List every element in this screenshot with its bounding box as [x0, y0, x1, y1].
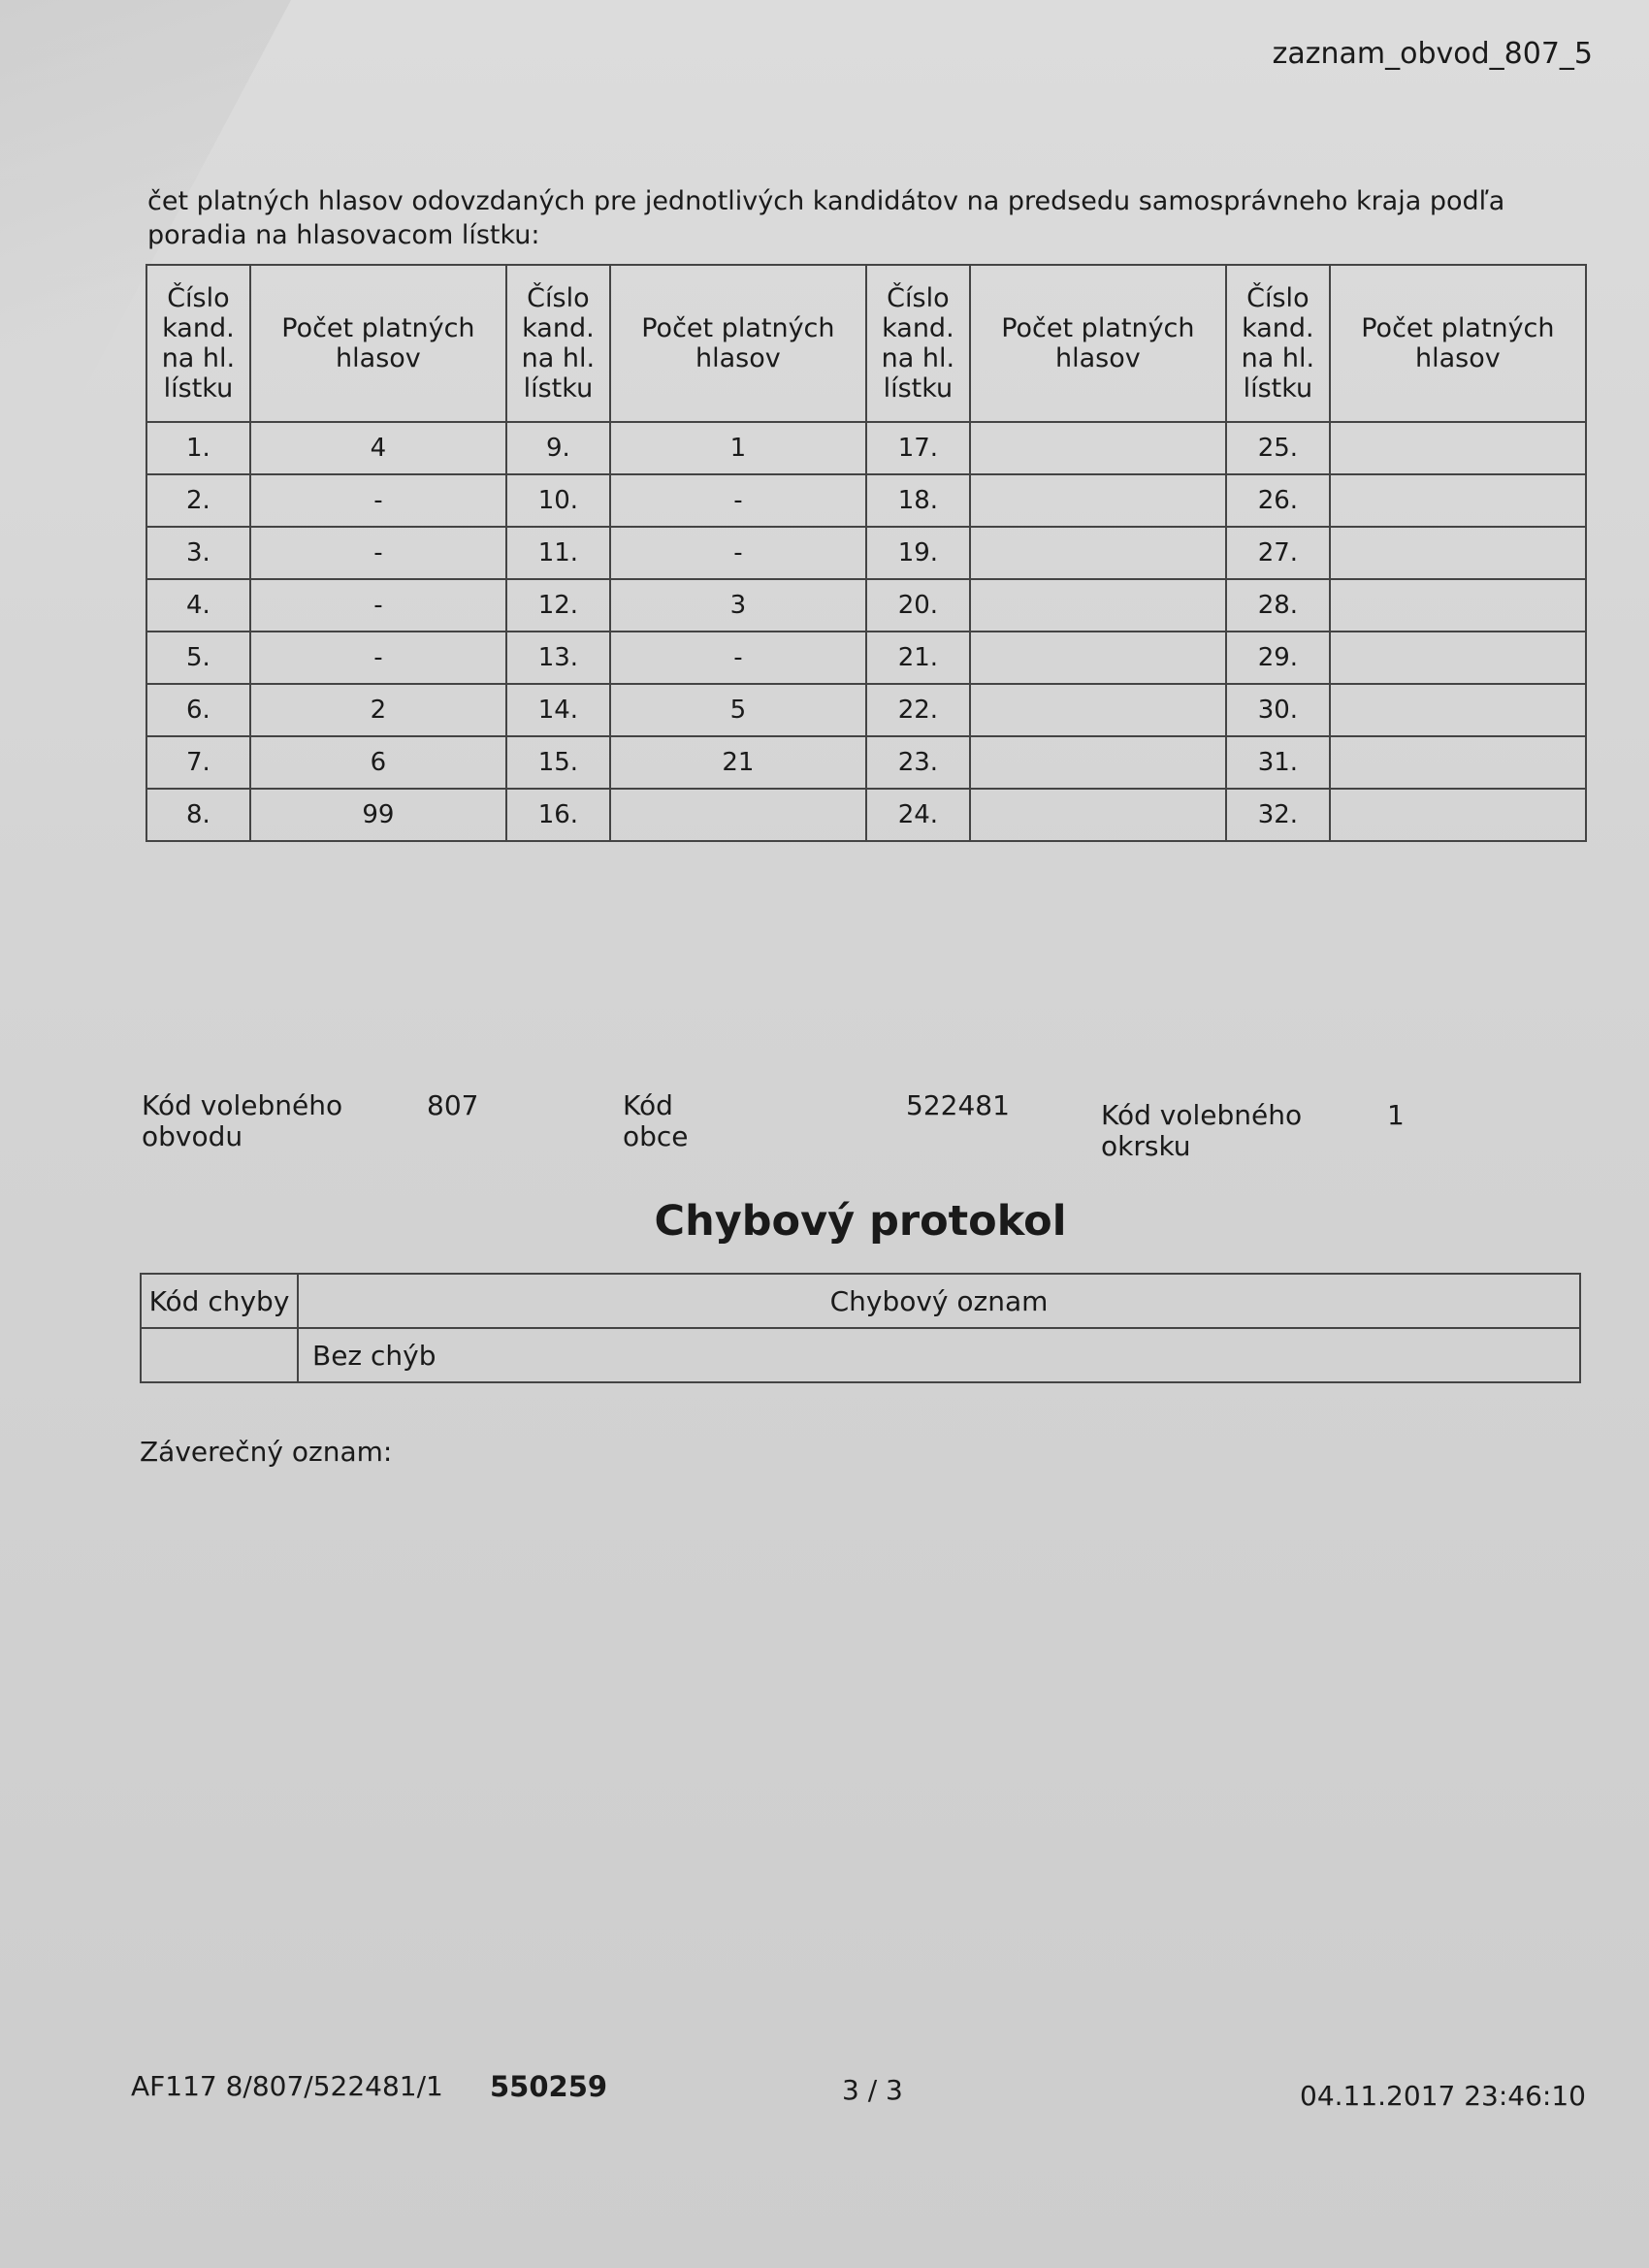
valid-votes-cell: - [610, 527, 866, 579]
page-number: 3 / 3 [842, 2074, 903, 2106]
candidate-number-cell: 5. [146, 632, 250, 684]
valid-votes-cell: 21 [610, 736, 866, 789]
header-candidate-number: Číslo kand. na hl. lístku [146, 265, 250, 422]
candidate-number-cell: 29. [1226, 632, 1330, 684]
candidate-number-cell: 6. [146, 684, 250, 736]
header-valid-votes: Počet platných hlasov [1330, 265, 1586, 422]
header-valid-votes: Počet platných hlasov [250, 265, 506, 422]
header-candidate-number: Číslo kand. na hl. lístku [866, 265, 970, 422]
table-row [146, 527, 1586, 579]
precinct-code-label: Kód volebného okrsku [1101, 1099, 1303, 1162]
valid-votes-cell: 3 [610, 579, 866, 632]
candidate-number-cell: 25. [1226, 422, 1330, 474]
valid-votes-cell [1330, 632, 1586, 684]
valid-votes-cell [970, 632, 1226, 684]
candidate-number-cell: 12. [506, 579, 610, 632]
header-error-message: Chybový oznam [298, 1274, 1580, 1328]
header-valid-votes: Počet platných hlasov [970, 265, 1226, 422]
candidate-number-cell: 31. [1226, 736, 1330, 789]
candidate-number-cell: 21. [866, 632, 970, 684]
valid-votes-cell [1330, 684, 1586, 736]
candidate-number-cell: 1. [146, 422, 250, 474]
error-protocol-table [140, 1273, 1581, 1383]
form-reference: AF117 8/807/522481/1 [131, 2070, 443, 2102]
error-protocol-title: Chybový protokol [654, 1197, 1067, 1246]
closing-statement-label: Záverečný oznam: [140, 1436, 393, 1468]
valid-votes-cell: - [610, 474, 866, 527]
candidate-number-cell: 15. [506, 736, 610, 789]
table-header-row [146, 265, 1586, 422]
table-row [146, 579, 1586, 632]
header-candidate-number: Číslo kand. na hl. lístku [506, 265, 610, 422]
form-number: 550259 [490, 2070, 608, 2103]
candidate-votes-table [146, 264, 1587, 842]
municipality-code-label: Kód obce [623, 1089, 689, 1152]
candidate-number-cell: 28. [1226, 579, 1330, 632]
valid-votes-cell: 4 [250, 422, 506, 474]
valid-votes-cell: - [250, 632, 506, 684]
valid-votes-cell [970, 789, 1226, 841]
candidate-number-cell: 32. [1226, 789, 1330, 841]
candidate-number-cell: 2. [146, 474, 250, 527]
district-code-value: 807 [427, 1089, 479, 1121]
table-row [141, 1328, 1580, 1382]
valid-votes-cell [970, 579, 1226, 632]
valid-votes-cell: 6 [250, 736, 506, 789]
candidate-number-cell: 23. [866, 736, 970, 789]
valid-votes-cell [970, 474, 1226, 527]
error-message-cell: Bez chýb [298, 1328, 1580, 1382]
table-row [146, 474, 1586, 527]
candidate-number-cell: 17. [866, 422, 970, 474]
valid-votes-cell [1330, 579, 1586, 632]
candidate-number-cell: 16. [506, 789, 610, 841]
valid-votes-cell [1330, 474, 1586, 527]
valid-votes-cell [970, 527, 1226, 579]
municipality-code-value: 522481 [906, 1089, 1010, 1121]
candidate-number-cell: 13. [506, 632, 610, 684]
candidate-number-cell: 27. [1226, 527, 1330, 579]
intro-text: čet platných hlasov odovzdaných pre jednotlivých kandidátov na predsedu samosprávneho kraja podľa poradia na hlasovacom lístku: [147, 186, 1505, 250]
table-row [146, 422, 1586, 474]
valid-votes-cell: 1 [610, 422, 866, 474]
valid-votes-cell: - [610, 632, 866, 684]
candidate-number-cell: 26. [1226, 474, 1330, 527]
valid-votes-cell: 2 [250, 684, 506, 736]
candidate-number-cell: 19. [866, 527, 970, 579]
table-row [146, 684, 1586, 736]
error-code-cell [141, 1328, 298, 1382]
candidate-number-cell: 20. [866, 579, 970, 632]
candidate-number-cell: 10. [506, 474, 610, 527]
candidate-number-cell: 30. [1226, 684, 1330, 736]
candidate-number-cell: 24. [866, 789, 970, 841]
valid-votes-cell [610, 789, 866, 841]
district-code-label: Kód volebného obvodu [142, 1089, 343, 1152]
table-row [146, 736, 1586, 789]
candidate-number-cell: 11. [506, 527, 610, 579]
candidate-number-cell: 3. [146, 527, 250, 579]
candidate-number-cell: 7. [146, 736, 250, 789]
table-header-row [141, 1274, 1580, 1328]
valid-votes-cell [1330, 789, 1586, 841]
print-datetime: 04.11.2017 23:46:10 [1300, 2080, 1586, 2112]
valid-votes-cell: - [250, 527, 506, 579]
candidate-number-cell: 4. [146, 579, 250, 632]
table-row [146, 632, 1586, 684]
valid-votes-cell: 99 [250, 789, 506, 841]
valid-votes-cell: 5 [610, 684, 866, 736]
valid-votes-cell [970, 422, 1226, 474]
valid-votes-cell [1330, 736, 1586, 789]
document-id: zaznam_obvod_807_5 [1272, 37, 1593, 71]
valid-votes-cell: - [250, 579, 506, 632]
header-valid-votes: Počet platných hlasov [610, 265, 866, 422]
candidate-number-cell: 8. [146, 789, 250, 841]
valid-votes-cell [1330, 527, 1586, 579]
candidate-number-cell: 18. [866, 474, 970, 527]
candidate-number-cell: 22. [866, 684, 970, 736]
valid-votes-cell [970, 684, 1226, 736]
valid-votes-cell [1330, 422, 1586, 474]
candidate-number-cell: 9. [506, 422, 610, 474]
precinct-code-value: 1 [1387, 1099, 1405, 1131]
valid-votes-cell: - [250, 474, 506, 527]
header-error-code: Kód chyby [141, 1274, 298, 1328]
valid-votes-cell [970, 736, 1226, 789]
table-row [146, 789, 1586, 841]
candidate-number-cell: 14. [506, 684, 610, 736]
header-candidate-number: Číslo kand. na hl. lístku [1226, 265, 1330, 422]
